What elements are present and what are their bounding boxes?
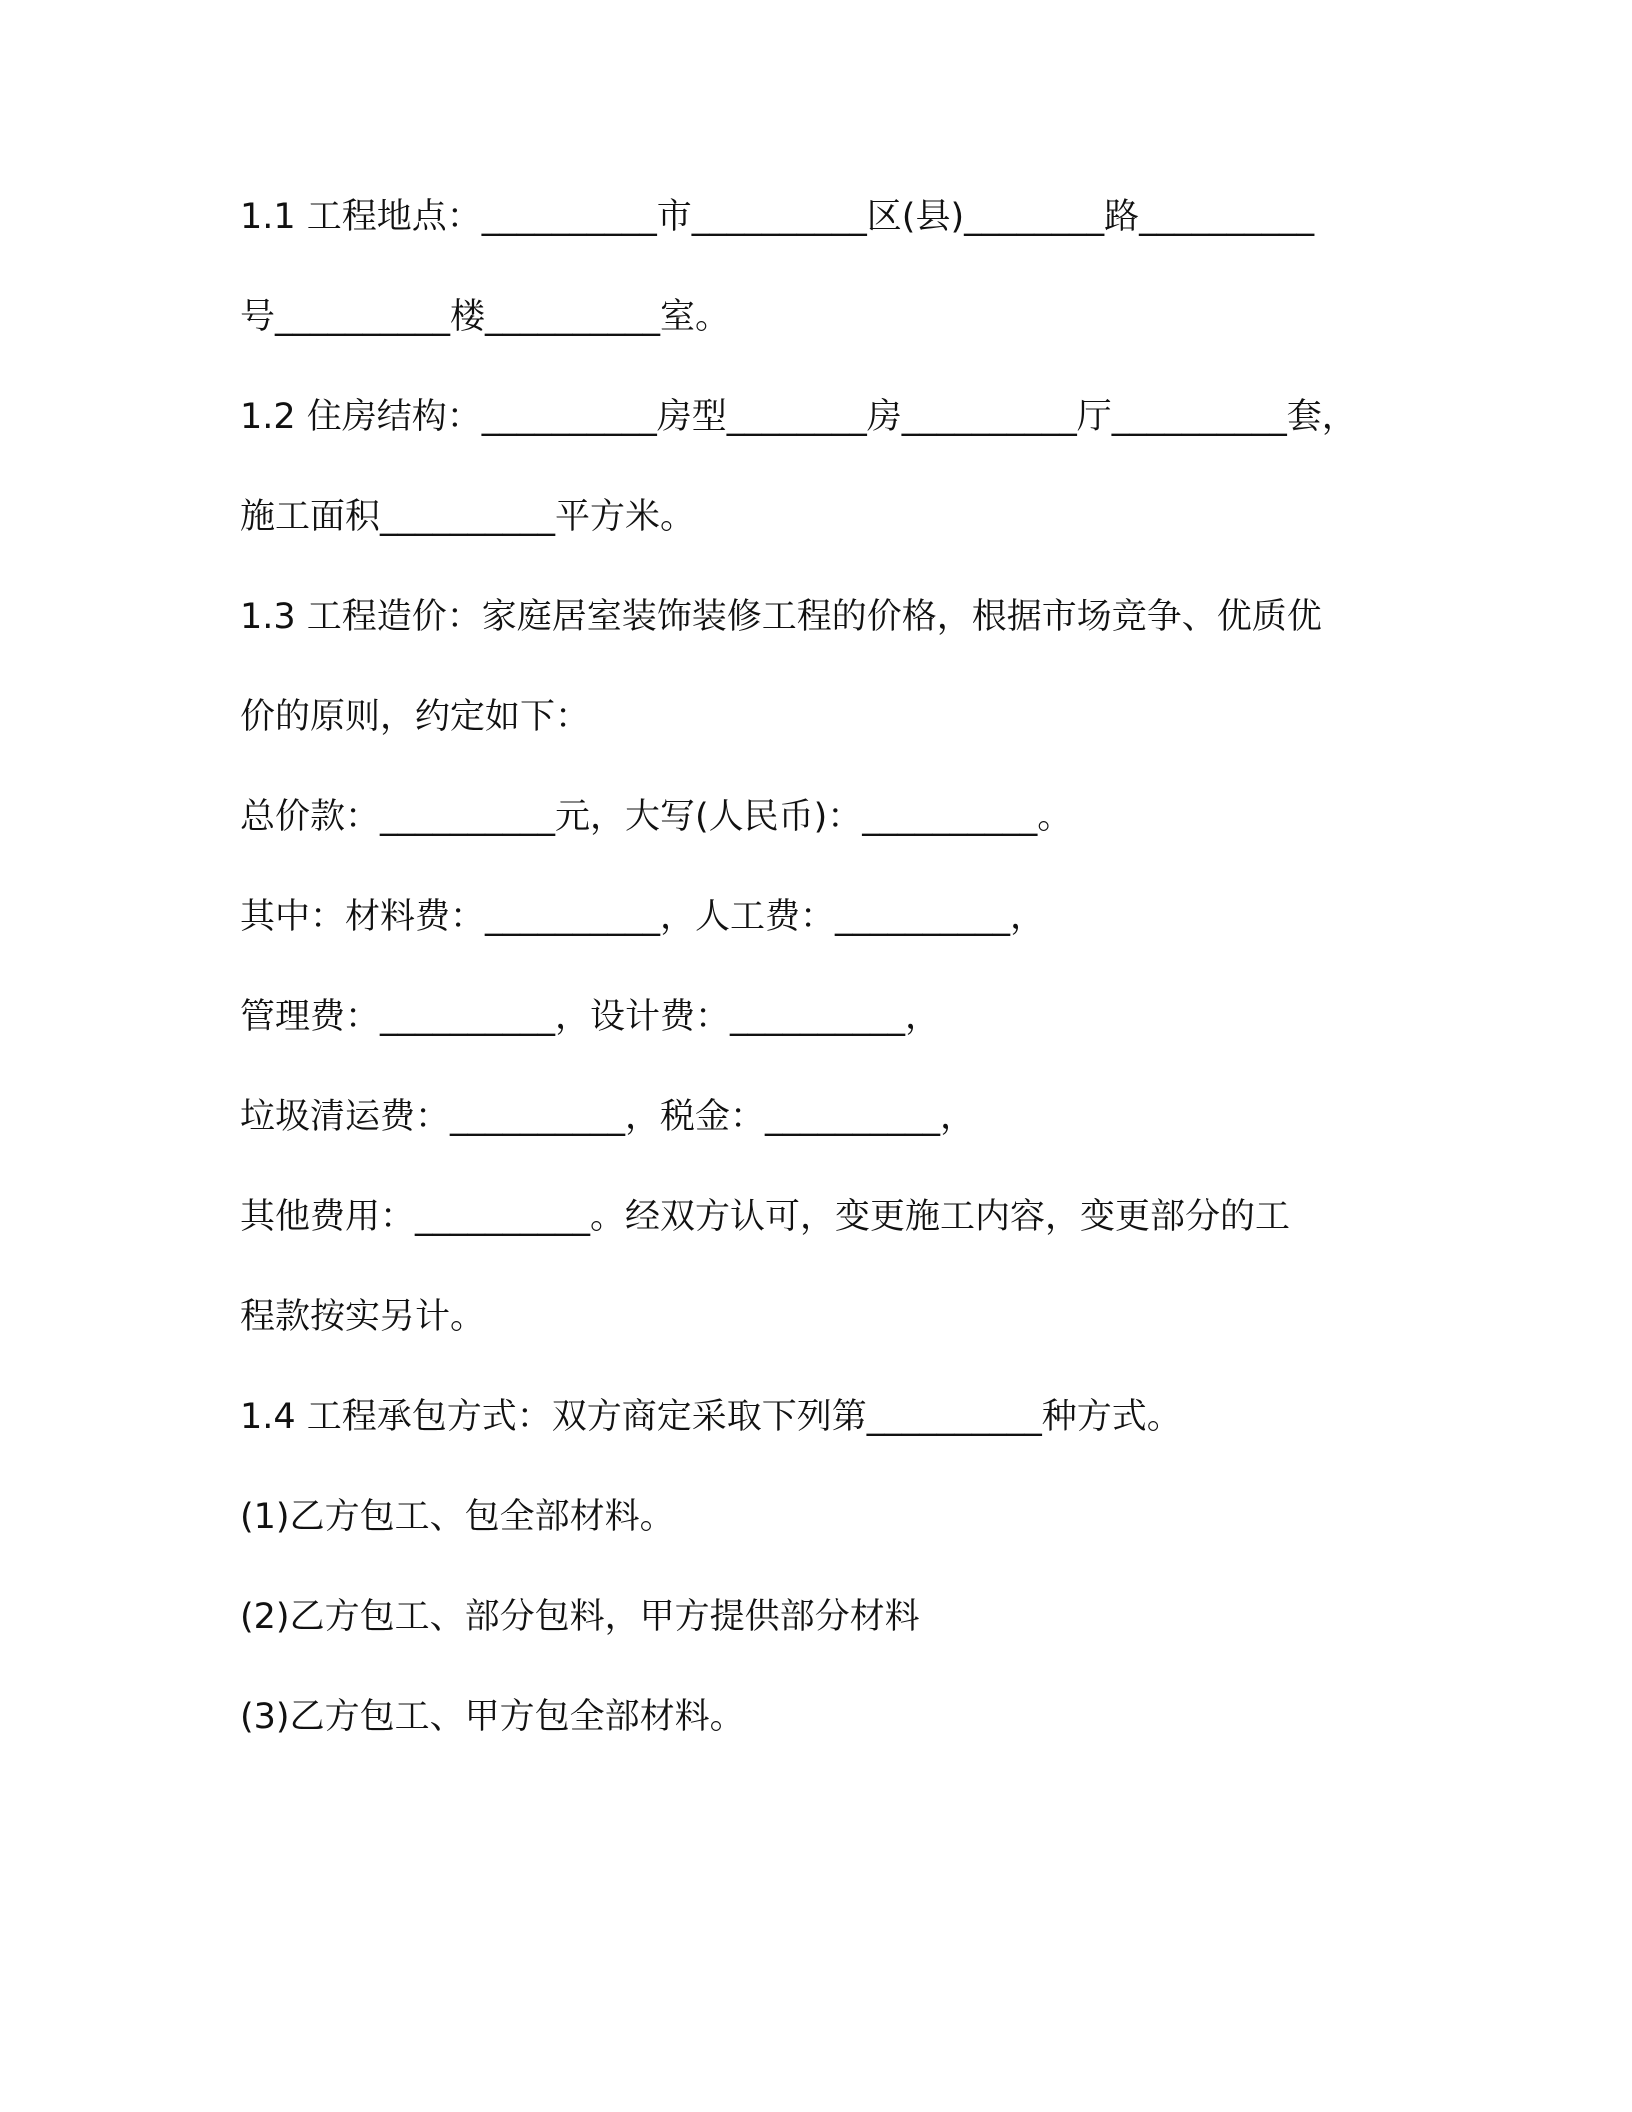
clause-1-3-price-line-2: 价的原则，约定如下： — [240, 697, 591, 737]
waste-tax-fee-line: 垃圾清运费：__________，税金：__________， — [240, 1097, 976, 1137]
option-2-line: (2)乙方包工、部分包料，甲方提供部分材料 — [240, 1597, 920, 1637]
total-price-line: 总价款：__________元，大写(人民币)：__________。 — [240, 797, 1073, 837]
clause-1-2-structure-line-2: 施工面积__________平方米。 — [240, 497, 696, 537]
clause-1-1-location-line-2: 号__________楼__________室。 — [240, 297, 731, 337]
management-design-fee-line: 管理费：__________，设计费：__________， — [240, 997, 941, 1037]
other-fees-line-2: 程款按实另计。 — [240, 1297, 486, 1337]
option-3-line: (3)乙方包工、甲方包全部材料。 — [240, 1697, 745, 1737]
other-fees-line-1: 其他费用：__________。经双方认可，变更施工内容，变更部分的工 — [240, 1197, 1291, 1237]
material-labor-fee-line: 其中：材料费：__________，人工费：__________， — [240, 897, 1046, 937]
clause-1-2-structure-line-1: 1.2 住房结构：__________房型________房__________厅__________套， — [240, 397, 1357, 437]
clause-1-4-contract-method-line: 1.4 工程承包方式：双方商定采取下列第__________种方式。 — [240, 1397, 1182, 1437]
option-1-line: (1)乙方包工、包全部材料。 — [240, 1497, 675, 1537]
clause-1-1-location-line-1: 1.1 工程地点：__________市__________区(县)________路__________ — [240, 197, 1315, 237]
clause-1-3-price-line-1: 1.3 工程造价：家庭居室装饰装修工程的价格，根据市场竞争、优质优 — [240, 597, 1322, 637]
